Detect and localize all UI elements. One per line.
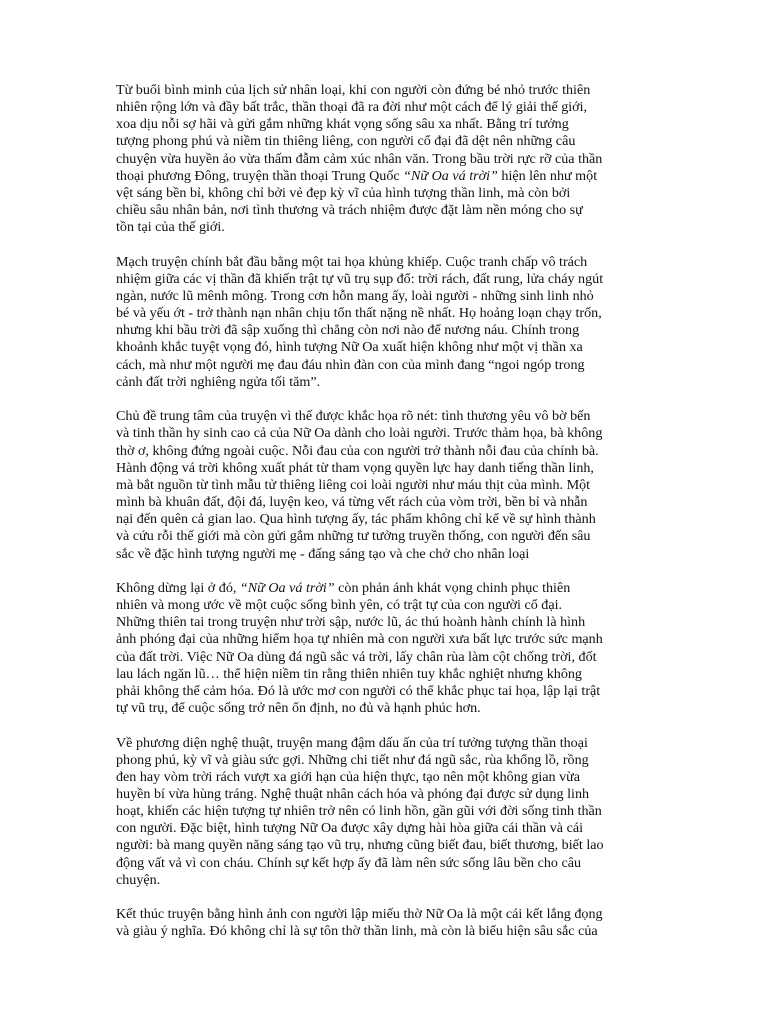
text-line [116, 580, 661, 597]
text-segment: còn phản ánh khát vọng chinh phục thiên [334, 579, 571, 596]
italic-title: “Nữ Oa vá trời” [239, 579, 335, 596]
text-line: của đất trời. Việc Nữ Oa dùng đá ngũ sắc vá trời, lấy chân rùa làm cột chống trời, đốt [116, 648, 597, 665]
italic-title: “Nữ Oa vá trời” [403, 167, 498, 184]
text-line: Về phương diện nghệ thuật, truyện mang đậm dấu ấn của trí tưởng tượng thần thoại [116, 734, 588, 751]
text-line: hoạt, khiến các hiện tượng tự nhiên trở nên có linh hồn, gần gũi với đời sống tinh thần [116, 803, 602, 820]
text-line: sắc về đặc hình tượng người mẹ - đấng sáng tạo và che chở cho nhân loại [116, 545, 530, 562]
text-line: Hành động vá trời không xuất phát từ tham vọng quyền lực hay danh tiếng thần linh, [116, 459, 594, 476]
text-line: cảnh đất trời nghiêng ngửa tối tăm”. [116, 373, 321, 390]
paragraph-4 [116, 580, 661, 717]
paragraph-5 [116, 735, 661, 889]
text-line: phải không thể cảm hóa. Đó là ước mơ con người có thể khắc phục tai họa, lập lại trật [116, 682, 601, 699]
text-line: lau lách ngăn lũ… thể hiện niềm tin rằng thiên nhiên tuy khắc nghiệt nhưng không [116, 665, 582, 682]
text-line [116, 168, 661, 185]
text-line: tự vũ trụ, để cuộc sống trở nên ổn định, no đủ và hạnh phúc hơn. [116, 700, 481, 717]
text-line: nại đến quên cả gian lao. Qua hình tượng ấy, tác phẩm không chỉ kể về sự hình thành [116, 511, 596, 528]
text-line: Những thiên tai trong truyện như trời sập, nước lũ, ác thú hoành hành chính là hình [116, 614, 586, 631]
paragraph-2 [116, 254, 661, 391]
text-line: nhiệm giữa các vị thần đã khiến trật tự vũ trụ sụp đổ: trời rách, đất rung, lửa cháy ngút [116, 270, 604, 287]
text-line: vệt sáng bền bỉ, không chỉ bởi vẻ đẹp kỳ vĩ của hình tượng thần linh, mà còn bởi [116, 184, 571, 201]
text-line: mà bắt nguồn từ tình mẫu tử thiêng liêng coi loài người như máu thịt của mình. Một [116, 476, 591, 493]
text-line: chuyện vừa huyền ảo vừa thấm đẫm cảm xúc nhân văn. Trong bầu trời rực rỡ của thần [116, 150, 603, 167]
text-line: người: bà mang quyền năng sáng tạo vũ trụ, nhưng cũng biết đau, biết thương, biết lao [116, 837, 604, 854]
text-line: phong phú, kỳ vĩ và giàu sức gợi. Những chi tiết như đá ngũ sắc, rùa khổng lồ, rồng [116, 751, 589, 768]
text-line: thờ ơ, không đứng ngoài cuộc. Nỗi đau của con người trở thành nỗi đau của chính bà. [116, 442, 599, 459]
text-line: nhiên rộng lớn và đầy bất trắc, thần thoại đã ra đời như một cách để lý giải thế giới, [116, 99, 588, 116]
text-line: và tinh thần hy sinh cao cả của Nữ Oa dành cho loài người. Trước thảm họa, bà không [116, 425, 603, 442]
text-line: chiều sâu nhân bản, nơi tình thương và trách nhiệm được đặt làm nền móng cho sự [116, 202, 583, 219]
text-line: chuyện. [116, 871, 161, 888]
text-line: tượng phong phú và niềm tin thiêng liêng, con người cổ đại đã dệt nên những câu [116, 133, 576, 150]
paragraph-3 [116, 408, 661, 562]
text-line: ảnh phóng đại của những hiểm họa tự nhiên mà con người xưa bất lực trước sức mạnh [116, 631, 603, 648]
text-line: huyền bí vừa hùng tráng. Nghệ thuật nhân cách hóa và phóng đại được sử dụng linh [116, 785, 590, 802]
text-segment: hiện lên như một [497, 167, 598, 184]
text-line: con người. Đặc biệt, hình tượng Nữ Oa được xây dựng hài hòa giữa cái thần và cái [116, 820, 583, 837]
text-segment: thoại phương Đông, truyện thần thoại Trung Quốc [116, 167, 404, 184]
text-line: tồn tại của thế giới. [116, 219, 225, 236]
text-line: bé và yếu ớt - trở thành nạn nhân chịu tổn thất nặng nề nhất. Họ hoảng loạn chạy trốn, [116, 305, 602, 322]
text-line: mình bà khuân đất, đội đá, luyện keo, vá từng vết rách của vòm trời, bền bỉ và nhẫn [116, 494, 588, 511]
text-line: cách, mà như một người mẹ đau đáu nhìn đàn con của mình đang “ngoi ngóp trong [116, 356, 585, 373]
text-line: đen hay vòm trời rách vượt xa giới hạn của hiện thực, tạo nên một không gian vừa [116, 768, 581, 785]
text-line: ngàn, nước lũ mênh mông. Trong cơn hỗn mang ấy, loài người - những sinh linh nhỏ [116, 288, 594, 305]
paragraph-1 [116, 82, 661, 236]
text-line: Mạch truyện chính bắt đầu bằng một tai họa khủng khiếp. Cuộc tranh chấp vô trách [116, 253, 588, 270]
text-line: Chủ đề trung tâm của truyện vì thế được khắc họa rõ nét: tình thương yêu vô bờ bến [116, 408, 591, 425]
text-line: động vất vả vì con cháu. Chính sự kết hợp ấy đã làm nên sức sống lâu bền cho câu [116, 854, 582, 871]
text-line: xoa dịu nỗi sợ hãi và gửi gắm những khát vọng sống sâu xa nhất. Bằng trí tưởng [116, 116, 569, 133]
document-page [116, 82, 661, 958]
text-line: và giàu ý nghĩa. Đó không chỉ là sự tôn thờ thần linh, mà còn là biểu hiện sâu sắc của [116, 923, 598, 940]
text-line: nhiên và mong ước về một cuộc sống bình yên, có trật tự của con người cổ đại. [116, 597, 563, 614]
text-line: khoảnh khắc tuyệt vọng đó, hình tượng Nữ Oa xuất hiện không như một vị thần xa [116, 339, 583, 356]
text-line: nhưng khi bầu trời đã sập xuống thì chẳng còn nơi nào để nương náu. Chính trong [116, 322, 580, 339]
text-line: Kết thúc truyện bằng hình ảnh con người lập miếu thờ Nữ Oa là một cái kết lắng đọng [116, 906, 603, 923]
text-segment: Không dừng lại ở đó, [116, 579, 240, 596]
text-line: Từ buổi bình minh của lịch sử nhân loại, khi con người còn đứng bé nhỏ trước thiên [116, 82, 591, 98]
paragraph-6 [116, 906, 661, 940]
text-line: và cứu rỗi thế giới mà còn gửi gắm những tư tưởng truyền thống, con người đến sâu [116, 528, 591, 545]
